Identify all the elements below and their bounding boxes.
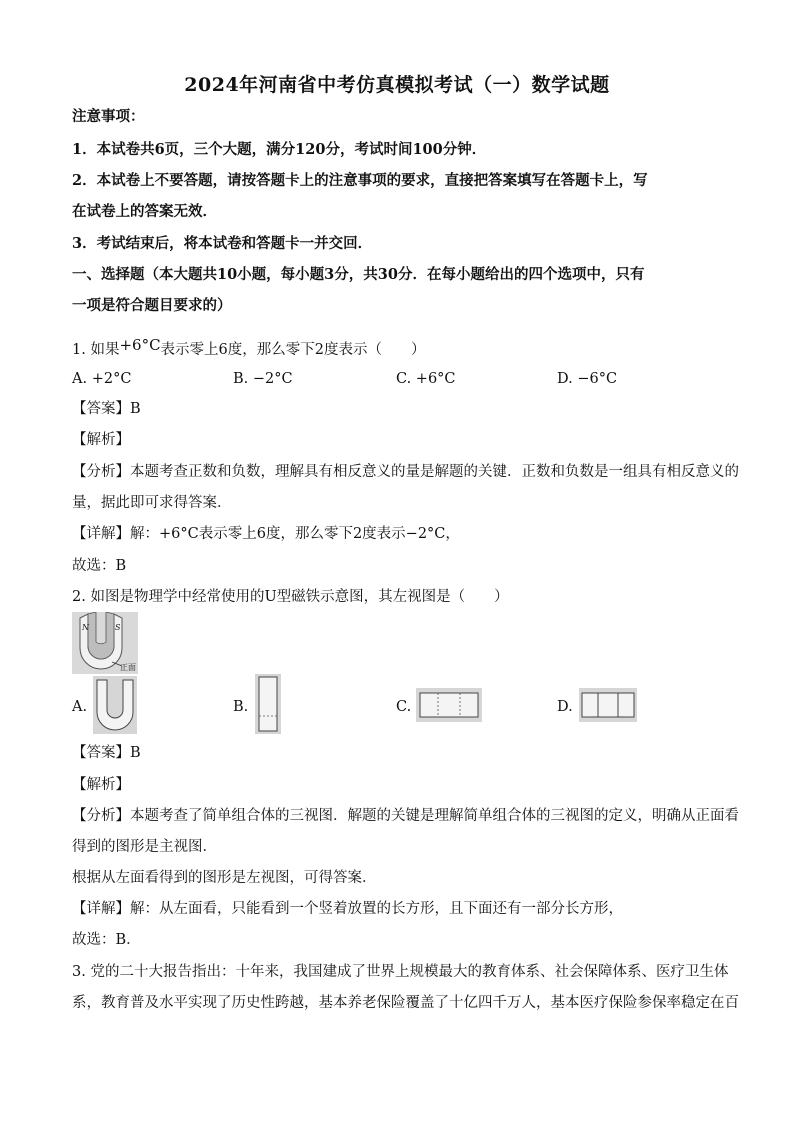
q2-fenxi-line3: 根据从左面看得到的图形是左视图，可得答案． xyxy=(72,870,377,886)
q1-option-c: C. +6°C xyxy=(396,371,456,387)
q1-stem-suffix: 表示零上6度，那么零下2度表示（ ） xyxy=(160,342,426,358)
q3-line1: 3. 党的二十大报告指出：十年来，我国建成了世界上规模最大的教育体系、社会保障体系、医疗卫生体 xyxy=(72,964,729,980)
q2-answer-value: B xyxy=(130,745,141,761)
q1-xiangjie-text: 解：+6°C表示零上6度，那么零下2度表示−2°C， xyxy=(130,526,460,542)
magnet-s-label: S xyxy=(115,623,121,632)
page-title: 2024年河南省中考仿真模拟考试（一）数学试题 xyxy=(184,74,610,96)
magnet-n-label: N xyxy=(82,623,89,632)
q2-fenxi-line2: 得到的图形是主视图． xyxy=(72,839,217,855)
notice-heading: 注意事项： xyxy=(72,108,145,125)
q1-option-a: A. +2°C xyxy=(72,371,132,387)
q1-xiangjie xyxy=(72,524,732,544)
q2-option-b-label: B. xyxy=(233,699,249,715)
q1-option-b: B. −2°C xyxy=(233,371,293,387)
section-heading-line1: 一、选择题（本大题共10小题，每小题3分，共30分．在每小题给出的四个选项中，只有 xyxy=(72,266,645,283)
notice-item-2a: 2．本试卷上不要答题，请按答题卡上的注意事项的要求，直接把答案填写在答题卡上，写 xyxy=(72,172,648,189)
q2-answer xyxy=(72,743,732,763)
q1-answer xyxy=(72,399,732,419)
q2-xiangjie xyxy=(72,899,732,919)
q2-xiangjie-label: 【详解】 xyxy=(72,901,130,917)
q2-fenxi-line1 xyxy=(72,806,739,826)
q1-fenxi-text: 本题考查正数和负数，理解具有相反意义的量是解题的关键．正数和负数是一组具有相反意义的 xyxy=(130,464,739,480)
q1-answer-value: B xyxy=(130,401,141,417)
notice-item-2b: 在试卷上的答案无效． xyxy=(72,203,217,220)
q1-guxuan: 故选：B xyxy=(72,558,127,574)
front-view-label: 正面 xyxy=(120,663,136,672)
q2-option-d-label: D. xyxy=(557,699,573,715)
q1-stem-sup: +6°C xyxy=(119,336,161,354)
notice-item-1: 1．本试卷共6页，三个大题，满分120分，考试时间100分钟． xyxy=(72,141,487,158)
q1-fenxi-line2: 量，据此即可求得答案． xyxy=(72,495,232,511)
q2-fenxi-text: 本题考查了简单组合体的三视图．解题的关键是理解简单组合体的三视图的定义，明确从正面看 xyxy=(130,808,739,824)
q2-option-c-label: C. xyxy=(396,699,412,715)
notice-item-3: 3．考试结束后，将本试卷和答题卡一并交回． xyxy=(72,235,373,252)
q1-fenxi-line1 xyxy=(72,462,739,482)
q2-option-c-figure xyxy=(416,688,482,722)
q1-answer-label: 【答案】 xyxy=(72,401,130,417)
q1-stem xyxy=(72,335,732,360)
q2-option-d-figure xyxy=(579,688,637,722)
q2-answer-label: 【答案】 xyxy=(72,745,130,761)
q2-xiangjie-text: 解：从左面看，只能看到一个竖着放置的长方形，且下面还有一部分长方形， xyxy=(130,901,623,917)
q2-option-a-figure xyxy=(93,676,137,734)
q2-stem: 2. 如图是物理学中经常使用的U型磁铁示意图，其左视图是（ ） xyxy=(72,589,509,605)
q1-stem-prefix: 1. 如果 xyxy=(72,342,120,358)
q1-xiangjie-label: 【详解】 xyxy=(72,526,130,542)
u-magnet-figure xyxy=(72,612,138,674)
q2-option-b-figure xyxy=(255,674,281,734)
q2-guxuan: 故选：B． xyxy=(72,932,141,948)
section-heading-line2: 一项是符合题目要求的） xyxy=(72,297,232,314)
q1-analysis-label: 【解析】 xyxy=(72,432,130,448)
q2-option-a-label: A. xyxy=(72,699,88,715)
q1-option-d: D. −6°C xyxy=(557,371,618,387)
q3-line2: 系，教育普及水平实现了历史性跨越，基本养老保险覆盖了十亿四千万人，基本医疗保险参保率稳定在百 xyxy=(72,995,739,1011)
q2-fenxi-label: 【分析】 xyxy=(72,808,130,824)
q1-fenxi-label: 【分析】 xyxy=(72,464,130,480)
q2-analysis-label: 【解析】 xyxy=(72,777,130,793)
